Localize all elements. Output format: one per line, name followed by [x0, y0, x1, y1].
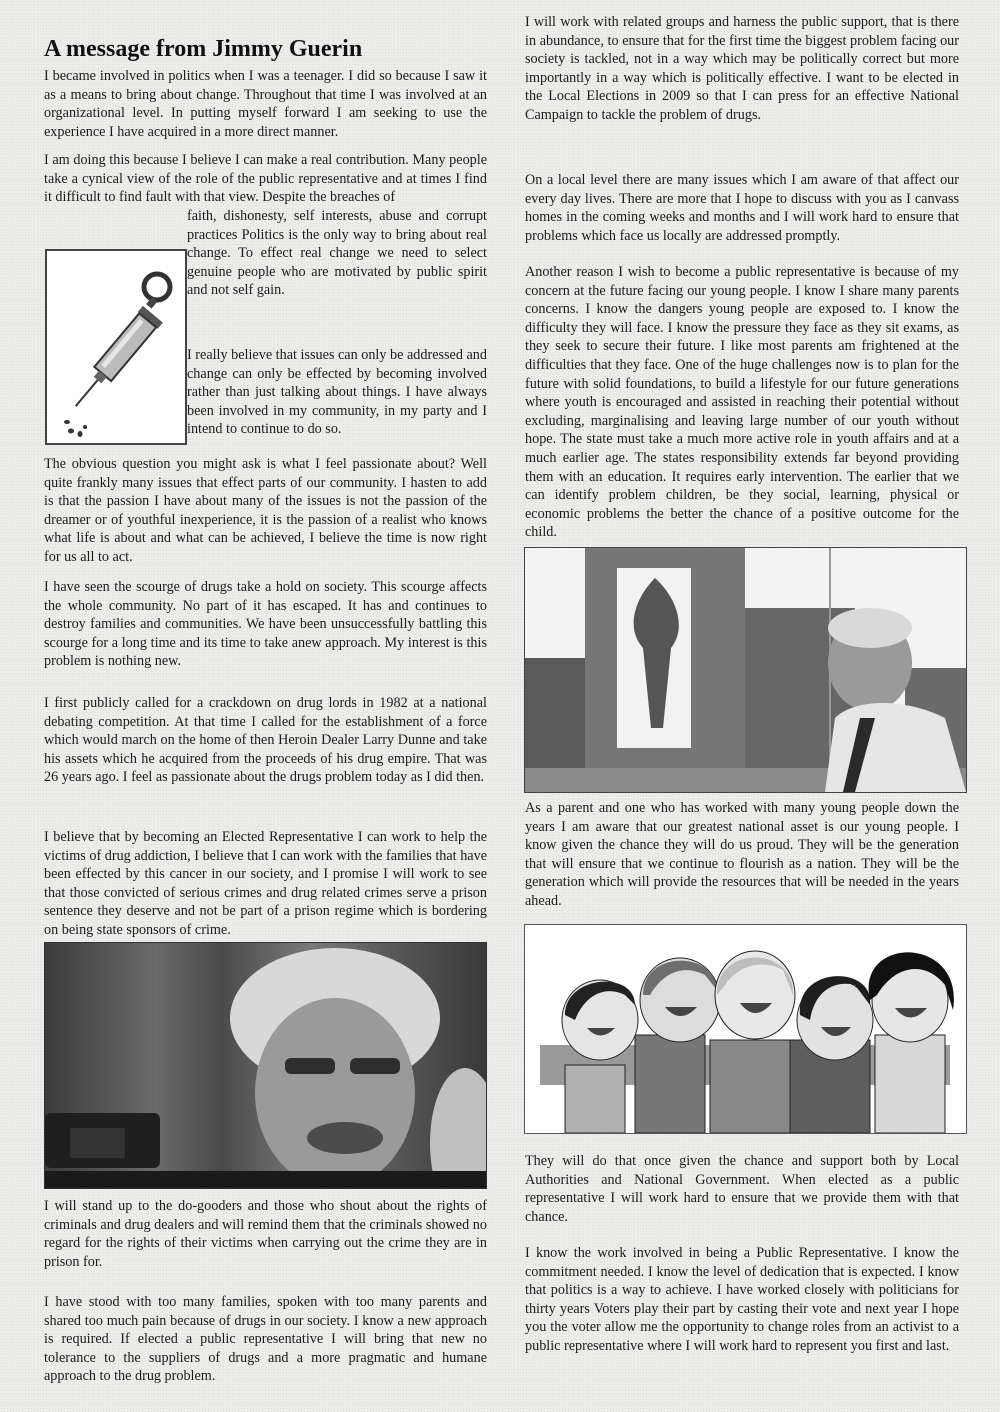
man-with-camera-image — [45, 943, 486, 1188]
page-title: A message from Jimmy Guerin — [44, 36, 363, 62]
portrait-photo — [44, 942, 487, 1189]
paragraph: They will do that once given the chance and support both by Local Authorities and National Government. When elected as a public representative I will work hard to ensure that we provide them with that chance. — [525, 1153, 959, 1225]
paragraph: I have seen the scourge of drugs take a hold on society. This scourge affects the whole community. No part of it has escaped. It has and continues to destroy families and communities. We have been unsuccessfully battling this scourge for a long time and its time to take anew approach. My interest is this problem is nothing new. — [44, 579, 487, 670]
paragraph: I am doing this because I believe I can make a real contribution. Many people take a cynical view of the role of the public representative and at times I find it difficult to find fault with that view. Despite the breaches of — [44, 152, 487, 206]
man-at-monument-image — [525, 548, 966, 792]
paragraph: I will work with related groups and harness the public support, that is there in abundance, to ensure that for the first time the biggest problem facing our society is tackled, not in a way which may be politically correct but more importantly in a way which is politically effective. I want to be elected in the Local Elections in 2009 so that I can press for an effective National Campaign to tackle the problem of drugs. — [525, 14, 959, 123]
children-cartoon-image — [525, 925, 966, 1133]
paragraph: The obvious question you might ask is what I feel passionate about? Well quite frankly many issues that effect parts of our community. I hasten to add is that the passion I have about many of the issues is not the passion of the dreamer or of youthful inexperience, it is the passion of a realist who knows what life is about and what can be achieved, I believe the time is now right for us all to act. — [44, 456, 487, 565]
paragraph: I really believe that issues can only be addressed and change can only be effected by becoming involved rather than just talking about things. I have always been involved in my community, in my party and I intend to continue to do so. — [187, 347, 487, 438]
syringe-image — [45, 249, 187, 445]
paragraph: I became involved in politics when I was a teenager. I did so because I saw it as a means to bring about change. Throughout that time I was involved at an organizational level. In putting myself forward I am seeking to use the experience I have acquired in a more direct manner. — [44, 68, 487, 140]
paragraph: I will stand up to the do-gooders and those who shout about the rights of criminals and drug dealers and will remind them that the criminals showed no regard for the rights of their victims when carrying out the crime they are in prison for. — [44, 1198, 487, 1270]
paragraph: On a local level there are many issues which I am aware of that affect our every day lives. There are more that I hope to discuss with you as I canvass homes in the coming weeks and months and I will work hard to ensure that problems which face us locally are addressed promptly. — [525, 172, 959, 244]
paragraph: I have stood with too many families, spoken with too many parents and shared too much pain because of drugs in our society. I know a new approach is required. If elected a public representative I will bring that new no tolerance to the suppliers of drugs and a more pragmatic and humane approach to the drug problem. — [44, 1294, 487, 1385]
paragraph: I know the work involved in being a Public Representative. I know the commitment needed. I know the level of dedication that is expected. I know that politics is a way to achieve. I have worked closely with politicians for thirty years Voters play their part by casting their vote and next year I hope you the voter allow me the opportunity to change roles from an activist to a public representative where I will work hard to represent you first and last. — [525, 1245, 959, 1354]
paragraph: faith, dishonesty, self interests, abuse and corrupt practices Politics is the only way to bring about real change. To effect real change we need to select genuine people who are motivated by public spirit and not self gain. — [187, 208, 487, 299]
children-illustration — [524, 924, 967, 1134]
paragraph: Another reason I wish to become a public representative is because of my concern at the future facing our young people. I know I share many parents concerns. I know the dangers young people are exposed to. I know the difficulty they will face. I know the pressure they face as they sit exams, as they seek to secure their future. I like most parents am frightened at the difficulties that they face. One of the huge challenges now is to plan for the future with solid foundations, to build a lifestyle for our future generations where youth is encouraged and assisted in reaching their potential without excluding, marginalising and leaving large number of our youth without hope. The state must take a much more active role in youth affairs and at a much earlier age. The states responsibility extends far beyond providing them with an education. It requires early intervention. The earlier that we can identify problem children, be they social, learning, physical or economic problems the better the chance of a positive outcome for the child. — [525, 264, 959, 541]
syringe-icon — [47, 251, 185, 443]
monument-photo — [524, 547, 967, 793]
paragraph: I believe that by becoming an Elected Representative I can work to help the victims of drug addiction, I believe that I can work with the families that have been effected by this cancer in our society, and I promise I will work to see that those convicted of serious crimes and drug related crimes serve a prison sentence they deserve and not be part of a prison regime which is bordering on being state sponsors of crime. — [44, 829, 487, 938]
paragraph: I first publicly called for a crackdown on drug lords in 1982 at a national debating competition. At that time I called for the establishment of a force which would march on the home of then Heroin Dealer Larry Dunne and take his assets which he acquired from the proceeds of his drug empire. That was 26 years ago. I feel as passionate about the drugs problem today as I did then. — [44, 695, 487, 786]
paragraph: As a parent and one who has worked with many young people down the years I am aware that our greatest national asset is our young people. I know given the chance they will do us proud. They will be the generation that will ensure that we continue to flourish as a nation. They will be the generation which will provide the resources that will be needed in the years ahead. — [525, 800, 959, 909]
